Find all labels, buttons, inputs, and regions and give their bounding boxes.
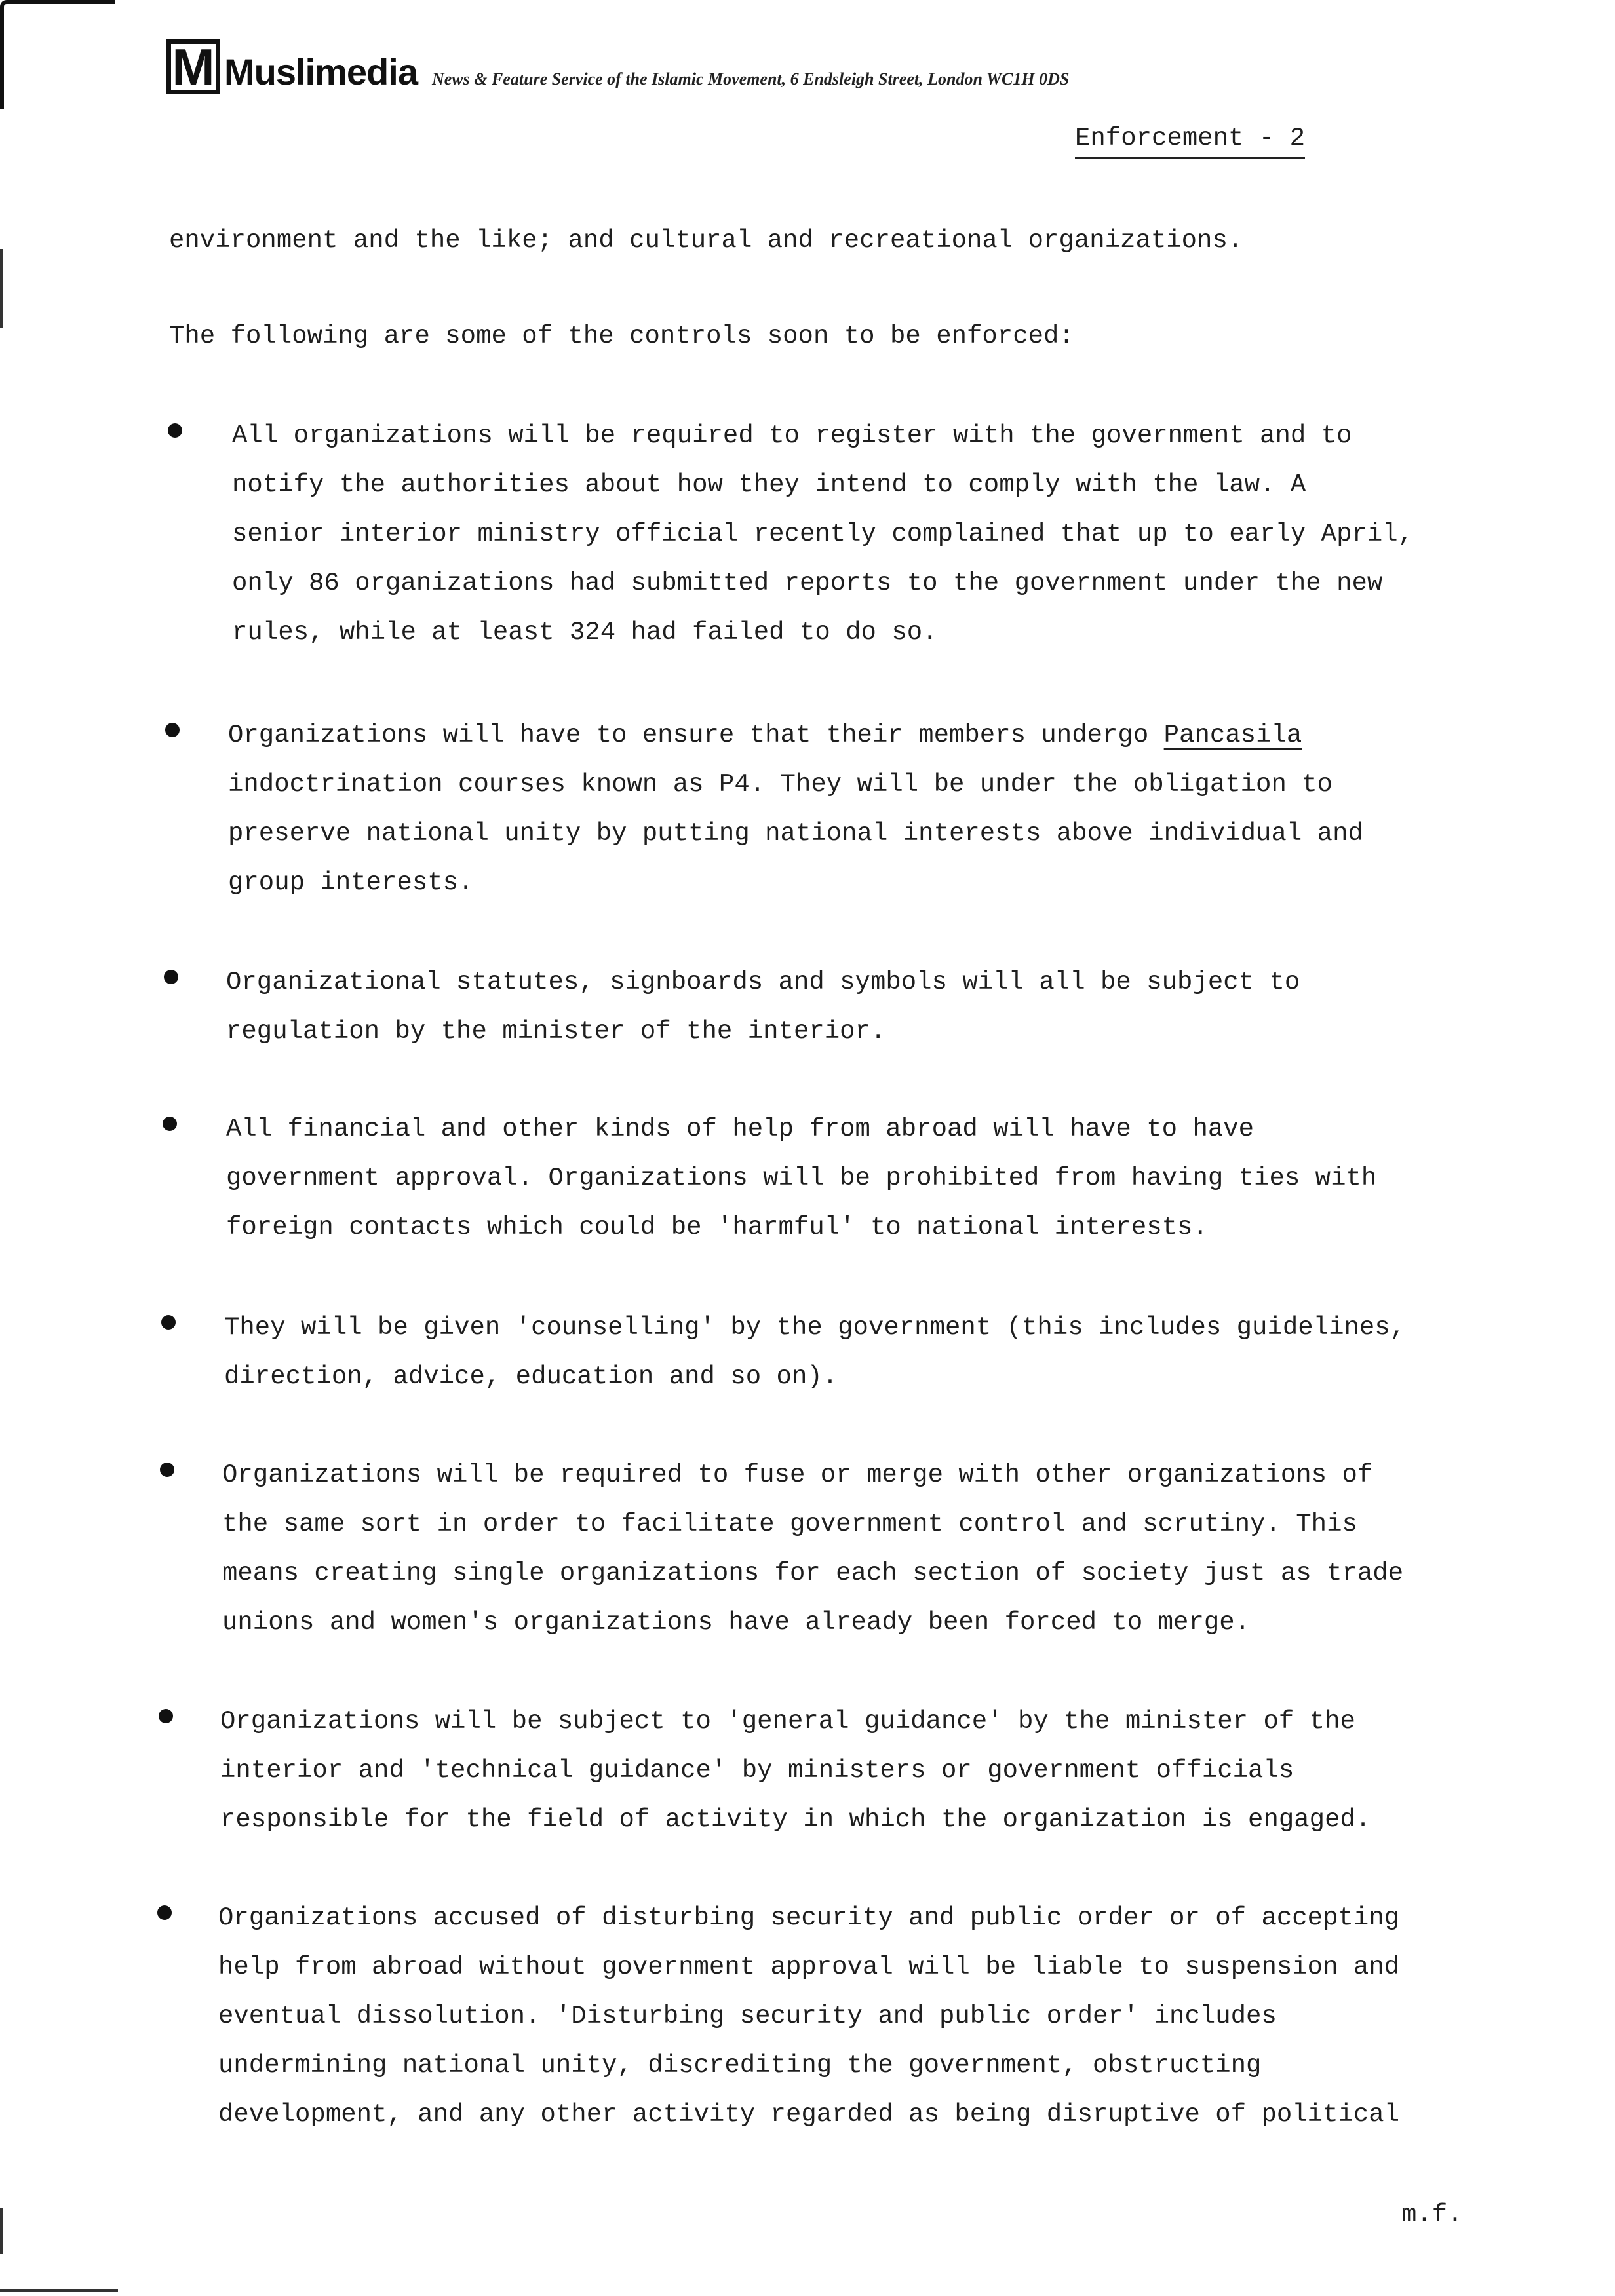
intro-line: The following are some of the controls soon to be enforced: (169, 322, 1074, 351)
text-line: Organizations will be subject to 'general guidance' by the minister of the (220, 1707, 1355, 1736)
bullet-dot (163, 1117, 177, 1131)
bullet-text (222, 1451, 1403, 1647)
text-line: All financial and other kinds of help from abroad will have to have (226, 1115, 1255, 1143)
text-line: interior and 'technical guidance' by ministers or government officials (220, 1756, 1294, 1785)
continuation-mark: m.f. (1401, 2200, 1463, 2229)
text-line: help from abroad without government approval will be liable to suspension and (218, 1953, 1400, 1981)
text-line: Organizational statutes, signboards and symbols will all be subject to (226, 968, 1300, 997)
bullet-text (218, 1894, 1399, 2139)
text-line: preserve national unity by putting national interests above individual and (228, 819, 1363, 848)
muslimedia-logo (166, 39, 220, 94)
scan-edge-mark (0, 2208, 3, 2254)
text-line: regulation by the minister of the interior. (226, 1017, 886, 1046)
text-fragment: Organizations will have to ensure that their members undergo (228, 721, 1164, 750)
masthead-tagline: News & Feature Service of the Islamic Movement, 6 Endsleigh Street, London WC1H 0DS (431, 69, 1070, 88)
text-line: responsible for the field of activity in which the organization is engaged. (220, 1805, 1371, 1834)
text-line: They will be given 'counselling' by the government (this includes guidelines, (224, 1313, 1406, 1342)
text-line: rules, while at least 324 had failed to do so. (232, 618, 938, 647)
bullet-text (224, 1303, 1405, 1402)
text-line: direction, advice, education and so on). (224, 1362, 838, 1391)
bullet-text (232, 411, 1413, 657)
scan-edge-mark (0, 249, 3, 328)
text-line: All organizations will be required to register with the government and to (232, 421, 1352, 450)
brand-name: Muslimedia (224, 51, 418, 92)
text-line: undermining national unity, discrediting the government, obstructing (218, 2051, 1262, 2080)
text-line: means creating single organizations for each section of society just as trade (222, 1559, 1404, 1588)
masthead (166, 35, 1069, 94)
page-corner-mark (0, 0, 115, 109)
text-line: Organizations accused of disturbing security and public order or of accepting (218, 1904, 1400, 1932)
text-line: eventual dissolution. 'Disturbing security and public order' includes (218, 2002, 1277, 2031)
bullet-text (226, 958, 1300, 1056)
text-line: senior interior ministry official recently complained that up to early April, (232, 520, 1414, 548)
text-line: Organizations will be required to fuse or merge with other organizations of (222, 1461, 1373, 1489)
bullet-dot (160, 1463, 174, 1477)
bullet-text (220, 1697, 1371, 1845)
text-line: the same sort in order to facilitate government control and scrutiny. This (222, 1510, 1357, 1539)
text-line: indoctrination courses known as P4. They will be under the obligation to (228, 770, 1333, 799)
intro-line: environment and the like; and cultural and recreational organizations. (169, 226, 1243, 255)
text-line: group interests. (228, 868, 474, 897)
text-line (228, 711, 1363, 760)
bullet-dot (165, 723, 180, 737)
bullet-dot (157, 1905, 172, 1920)
text-line: development, and any other activity regarded as being disruptive of political (218, 2100, 1400, 2129)
bullet-text (226, 1105, 1376, 1252)
text-line: unions and women's organizations have already been forced to merge. (222, 1608, 1251, 1637)
logo-letter: M (172, 38, 215, 96)
text-line: government approval. Organizations will be prohibited from having ties with (226, 1164, 1377, 1193)
bullet-dot (168, 423, 182, 438)
bullet-dot (159, 1709, 173, 1723)
scan-edge-mark (0, 2289, 118, 2292)
underlined-term: Pancasila (1163, 721, 1302, 750)
bullet-dot (164, 970, 178, 984)
page-label: Enforcement - 2 (1075, 124, 1305, 159)
text-line: only 86 organizations had submitted reports to the government under the new (232, 569, 1383, 598)
bullet-dot (161, 1315, 176, 1330)
text-line: notify the authorities about how they intend to comply with the law. A (232, 470, 1306, 499)
text-line: foreign contacts which could be 'harmful' to national interests. (226, 1213, 1208, 1242)
bullet-text (228, 711, 1363, 908)
